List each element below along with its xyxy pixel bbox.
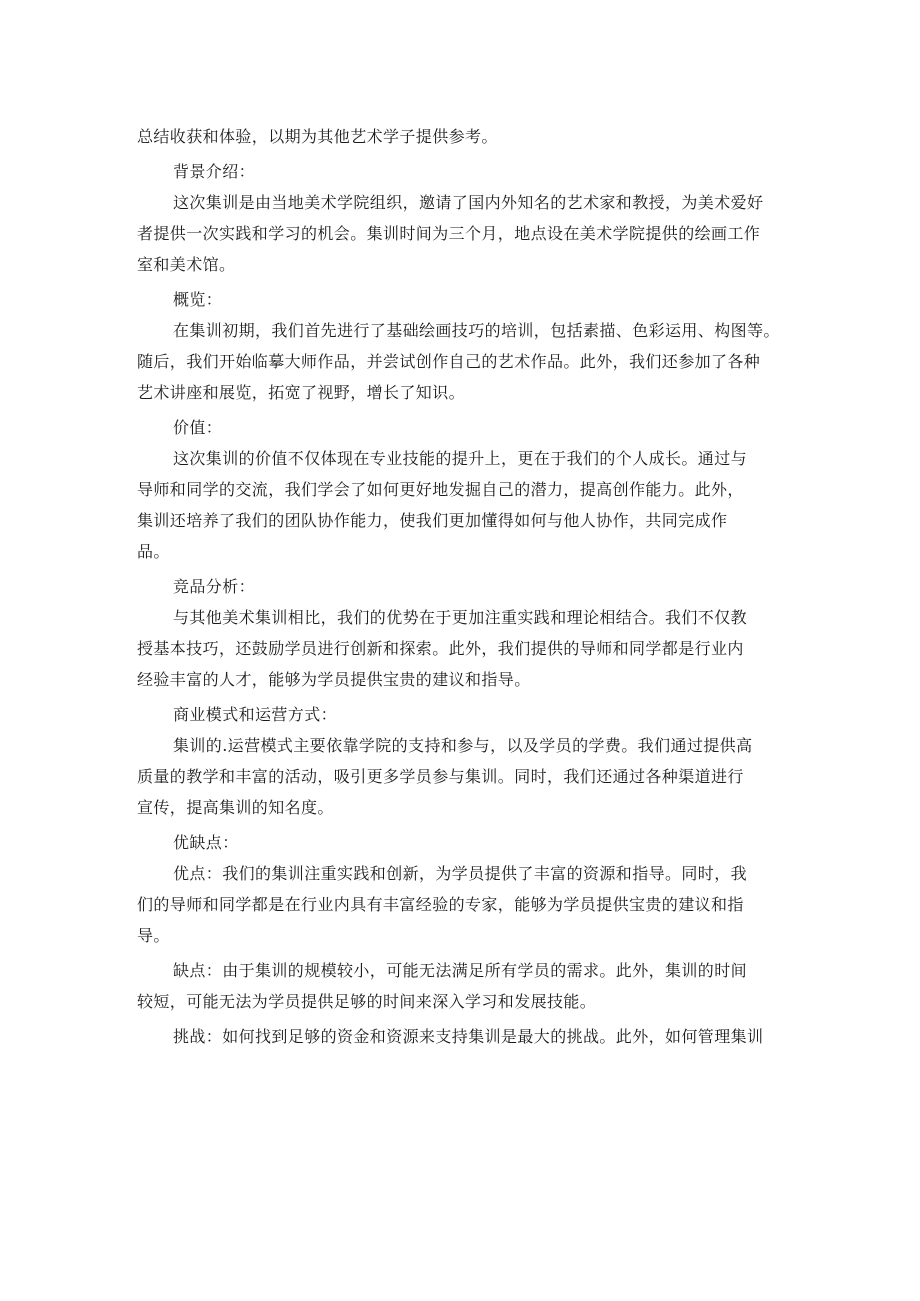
paragraph-line: 总结收获和体验，以期为其他艺术学子提供参考。: [137, 127, 498, 146]
paragraph-line: 与其他美术集训相比，我们的优势在于更加注重实践和理论相结合。我们不仅教: [173, 608, 748, 627]
paragraph-line: 室和美术馆。: [137, 255, 236, 274]
paragraph-line: 品。: [137, 542, 170, 561]
paragraph-line: 集训还培养了我们的团队协作能力，使我们更加懂得如何与他人协作，共同完成作: [137, 511, 728, 530]
paragraph-line: 在集训初期，我们首先进行了基础绘画技巧的培训，包括素描、色彩运用、构图等。: [173, 321, 780, 340]
paragraph-line: 较短，可能无法为学员提供足够的时间来深入学习和发展技能。: [137, 992, 597, 1011]
paragraph-line: 们的导师和同学都是在行业内具有丰富经验的专家，能够为学员提供宝贵的建议和指: [137, 895, 744, 914]
paragraph-line: 经验丰富的人才，能够为学员提供宝贵的建议和指导。: [137, 670, 531, 689]
paragraph-line: 者提供一次实践和学习的机会。集训时间为三个月，地点设在美术学院提供的绘画工作: [137, 224, 761, 243]
section-heading-pros-cons: 优缺点：: [173, 833, 239, 852]
section-heading-overview: 概览：: [173, 290, 223, 309]
paragraph-line: 这次集训是由当地美术学院组织，邀请了国内外知名的艺术家和教授，为美术爱好: [173, 193, 764, 212]
paragraph-line: 质量的教学和丰富的活动，吸引更多学员参与集训。同时，我们还通过各种渠道进行: [137, 767, 744, 786]
paragraph-line: 宣传，提高集训的知名度。: [137, 798, 334, 817]
paragraph-line: 随后，我们开始临摹大师作品，并尝试创作自己的艺术作品。此外，我们还参加了各种: [137, 352, 761, 371]
paragraph-line: 导师和同学的交流，我们学会了如何更好地发掘自己的潜力，提高创作能力。此外，: [137, 480, 744, 499]
paragraph-line: 挑战：如何找到足够的资金和资源来支持集训是最大的挑战。此外，如何管理集训: [173, 1027, 764, 1046]
paragraph-line: 导。: [137, 926, 170, 945]
paragraph-line: 优点：我们的集训注重实践和创新，为学员提供了丰富的资源和指导。同时，我: [173, 864, 748, 883]
document-page: [137, 121, 785, 1052]
section-heading-value: 价值：: [173, 418, 223, 437]
paragraph-line: 授基本技巧，还鼓励学员进行创新和探索。此外，我们提供的导师和同学都是行业内: [137, 639, 744, 658]
section-heading-background: 背景介绍：: [173, 162, 256, 181]
paragraph-line: 这次集训的价值不仅体现在专业技能的提升上，更在于我们的个人成长。通过与: [173, 449, 748, 468]
section-heading-competitor-analysis: 竞品分析：: [173, 577, 256, 596]
section-heading-business-model: 商业模式和运营方式：: [173, 705, 338, 724]
paragraph-line: 集训的.运营模式主要依靠学院的支持和参与，以及学员的学费。我们通过提供高: [173, 736, 753, 755]
paragraph-line: 艺术讲座和展览，拓宽了视野，增长了知识。: [137, 383, 466, 402]
paragraph-line: 缺点：由于集训的规模较小，可能无法满足所有学员的需求。此外，集训的时间: [173, 961, 748, 980]
